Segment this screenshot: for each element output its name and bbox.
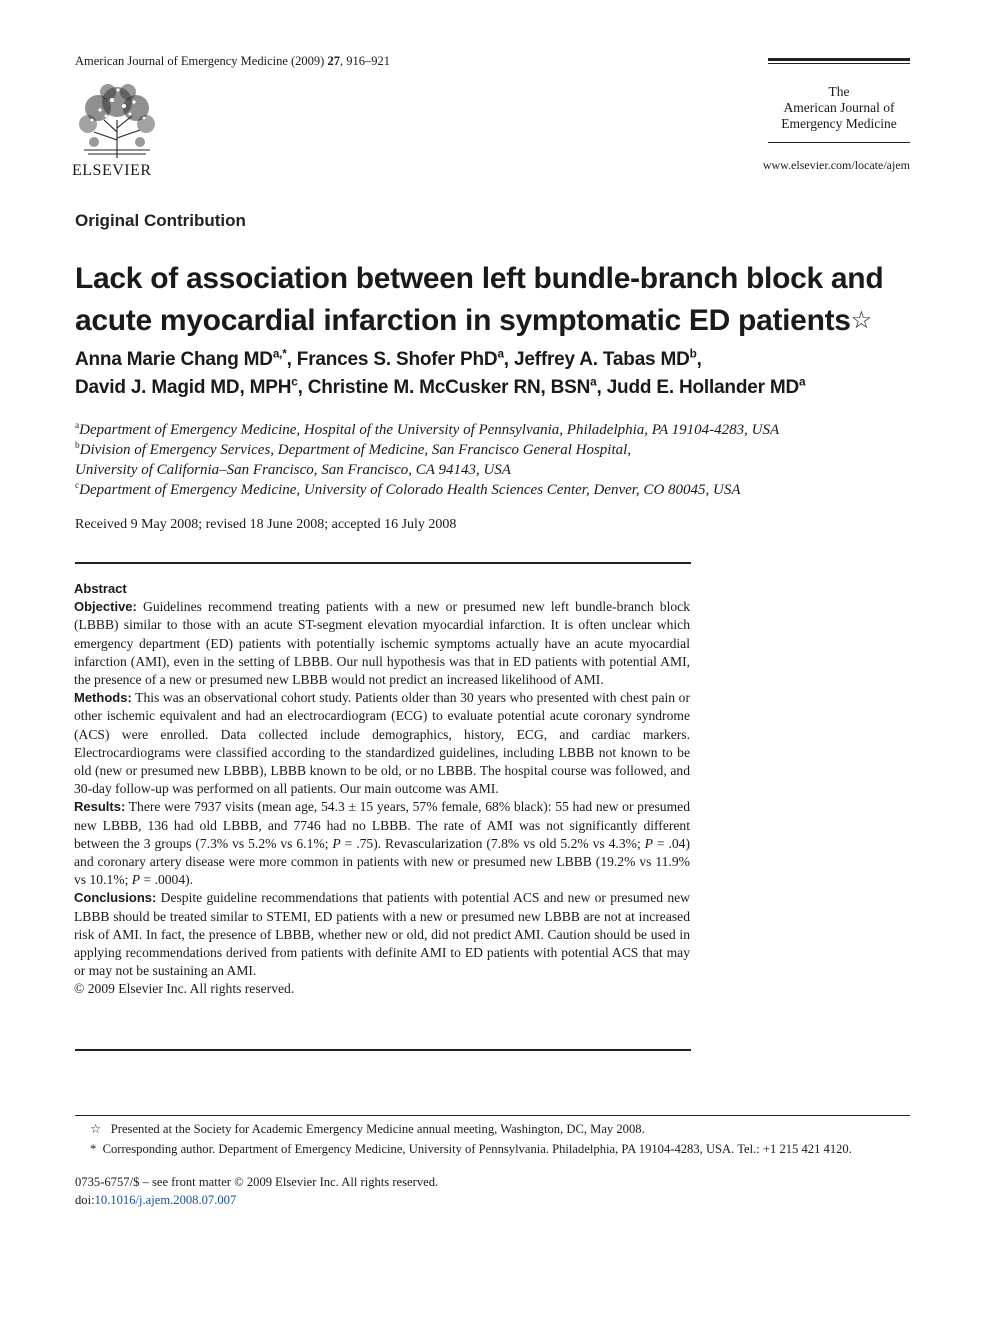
- elsevier-tree-icon: [74, 80, 160, 158]
- journal-citation: [75, 54, 390, 69]
- journal-citation-prefix: American Journal of Emergency Medicine (2009): [75, 54, 328, 68]
- doi-line: [75, 1191, 438, 1209]
- author-name: Anna Marie Chang MD: [75, 349, 273, 370]
- journal-name-line3: Emergency Medicine: [781, 116, 897, 131]
- article-title: [75, 258, 925, 342]
- journal-name: [768, 84, 910, 132]
- affiliation-text: Department of Emergency Medicine, University of Colorado Health Sciences Center, Denver, CO 80045, USA: [79, 482, 741, 498]
- doi-prefix: doi:: [75, 1193, 95, 1207]
- footnote-rule: [75, 1115, 910, 1116]
- author-affil-mark[interactable]: a: [590, 375, 597, 389]
- objective-label: Objective:: [74, 599, 137, 615]
- journal-url[interactable]: www.elsevier.com/locate/ajem: [762, 158, 910, 172]
- journal-name-line2: American Journal of: [783, 100, 895, 115]
- affiliation-text: Division of Emergency Services, Department of Medicine, San Francisco General Hospital,: [79, 442, 632, 458]
- elsevier-wordmark: ELSEVIER: [72, 162, 152, 179]
- article-title-text: Lack of association between left bundle-branch block and acute myocardial infarction in symptomatic ED patients: [75, 262, 884, 337]
- affiliation-mark: a: [75, 421, 80, 431]
- author-affil-mark[interactable]: b: [689, 347, 697, 361]
- methods-text: This was an observational cohort study. Patients older than 30 years who presented with chest pain or other ischemic equivalent and had an electrocardiogram (ECG) to evaluate potential acute coronary syndrome (ACS) were enrolled. Data collected include demographics, history, ECG, and cardiac markers. Electrocardiograms were classified according to the standardized guidelines, including LBBB not known to be old (new or presumed new LBBB), LBBB known to be old, or no LBBB. The hospital course was followed, and 30-day follow-up was performed on all patients. Our main outcome was AMI.: [74, 690, 690, 797]
- abstract-heading: Abstract: [74, 581, 127, 596]
- abstract-objective: [74, 598, 690, 689]
- title-footnote-star[interactable]: ☆: [850, 307, 872, 334]
- methods-label: Methods:: [74, 690, 132, 706]
- author-affil-mark[interactable]: a: [799, 375, 806, 389]
- results-label: Results:: [74, 799, 126, 815]
- abstract-rule-bottom: [75, 1049, 691, 1051]
- abstract: [74, 580, 690, 999]
- footnote-text: Corresponding author. Department of Emergency Medicine, University of Pennsylvania. Philadelphia, PA 19104-4283, USA. Tel.: +1 215 421 4120.: [102, 1142, 852, 1156]
- doi-link[interactable]: 10.1016/j.ajem.2008.07.007: [94, 1193, 237, 1207]
- conclusions-text: Despite guideline recommendations that patients with potential ACS and new or presumed new LBBB should be treated similar to STEMI, ED patients with a new or presumed new LBBB are not at increased risk of AMI. In fact, the presence of LBBB, whether new or old, did not predict AMI. Caution should be used in applying recommendations derived from patients with definite AMI to ED patients with potential ACS that may or may not be sustaining an AMI.: [74, 890, 690, 979]
- affiliation-b-cont: University of California–San Francisco, San Francisco, CA 94143, USA: [75, 462, 511, 478]
- author-separator: ,: [503, 349, 514, 370]
- affiliation-mark: b: [75, 441, 80, 451]
- author-name: David J. Magid MD, MPH: [75, 377, 292, 398]
- results-text: There were 7937 visits (mean age, 54.3 ± 15 years, 57% female, 68% black): 55 had new or presumed new LBBB, 136 had old LBBB, and 7746 had no LBBB. The rate of AMI was not significantly different between the 3 groups (7.3% vs 5.2% vs 6.1%;: [74, 799, 690, 851]
- author-name: Judd E. Hollander MD: [606, 377, 800, 398]
- results-text: = .75). Revascularization (7.8% vs old 5.2% vs 4.3%;: [340, 835, 645, 851]
- journal-volume: 27: [327, 54, 340, 68]
- masthead-rule-thin: [768, 63, 910, 64]
- front-matter: [75, 1173, 438, 1209]
- author-affil-mark[interactable]: c: [291, 375, 298, 389]
- author-separator: ,: [596, 377, 607, 398]
- journal-name-line1: The: [828, 84, 850, 99]
- footnote-corresponding: [90, 1139, 920, 1159]
- p-value-symbol: P: [332, 835, 341, 851]
- elsevier-logo: [72, 80, 164, 180]
- abstract-copyright: © 2009 Elsevier Inc. All rights reserved.: [74, 981, 295, 997]
- section-label: Original Contribution: [75, 211, 246, 230]
- author-separator: ,: [286, 349, 297, 370]
- footnote-star-mark: ☆: [90, 1122, 102, 1136]
- objective-text: Guidelines recommend treating patients with a new or presumed new left bundle-branch block (LBBB) similar to those with an acute ST-segment elevation myocardial infarction. It is often unclear which emergency department (ED) patients with potentially ischemic symptoms actually have an acute myocardial infarction (AMI), even in the setting of LBBB. Our null hypothesis was that in ED patients with potential AMI, the presence of a new or presumed new LBBB would not predict an increased likelihood of AMI.: [74, 599, 690, 688]
- results-text: = .04) and coronary artery disease were more common in patients with new or presumed new LBBB (19.2% vs 11.9% vs 10.1%;: [74, 835, 690, 888]
- author-name: Christine M. McCusker RN, BSN: [307, 377, 591, 398]
- footnotes: [90, 1119, 920, 1159]
- journal-pages: , 916–921: [339, 54, 390, 68]
- abstract-methods: [74, 689, 690, 798]
- masthead-rule-top: [768, 58, 910, 61]
- affiliations: [75, 420, 935, 500]
- results-text: = .0004).: [140, 872, 194, 888]
- author-name: Frances S. Shofer PhD: [296, 349, 498, 370]
- author-separator: ,: [696, 349, 702, 370]
- p-value-symbol: P: [644, 835, 653, 851]
- affiliation-a: [75, 420, 935, 440]
- p-value-symbol: P: [131, 872, 141, 888]
- footnote-presented: [90, 1119, 920, 1139]
- footnote-text: Presented at the Society for Academic Emergency Medicine annual meeting, Washington, DC, May 2008.: [110, 1122, 645, 1136]
- author-separator: ,: [297, 377, 308, 398]
- affiliation-text: Department of Emergency Medicine, Hospital of the University of Pennsylvania, Philadelphia, PA 19104-4283, USA: [79, 422, 780, 438]
- masthead-rule-bottom: [768, 142, 910, 143]
- journal-masthead: [768, 58, 910, 143]
- conclusions-label: Conclusions:: [74, 890, 157, 906]
- abstract-results: [74, 798, 690, 889]
- affiliation-c: [75, 480, 935, 500]
- author-affil-mark[interactable]: a,*: [272, 347, 287, 361]
- author-name: Jeffrey A. Tabas MD: [513, 349, 690, 370]
- abstract-conclusions: [74, 889, 690, 980]
- affiliation-b: [75, 440, 935, 460]
- issn-line: 0735-6757/$ – see front matter © 2009 Elsevier Inc. All rights reserved.: [75, 1175, 439, 1189]
- author-list: [75, 346, 925, 402]
- author-affil-mark[interactable]: a: [497, 347, 504, 361]
- affiliation-mark: c: [75, 481, 80, 491]
- abstract-rule-top: [75, 562, 691, 564]
- footnote-asterisk-mark: *: [90, 1142, 97, 1156]
- received-dates: Received 9 May 2008; revised 18 June 2008; accepted 16 July 2008: [75, 517, 457, 532]
